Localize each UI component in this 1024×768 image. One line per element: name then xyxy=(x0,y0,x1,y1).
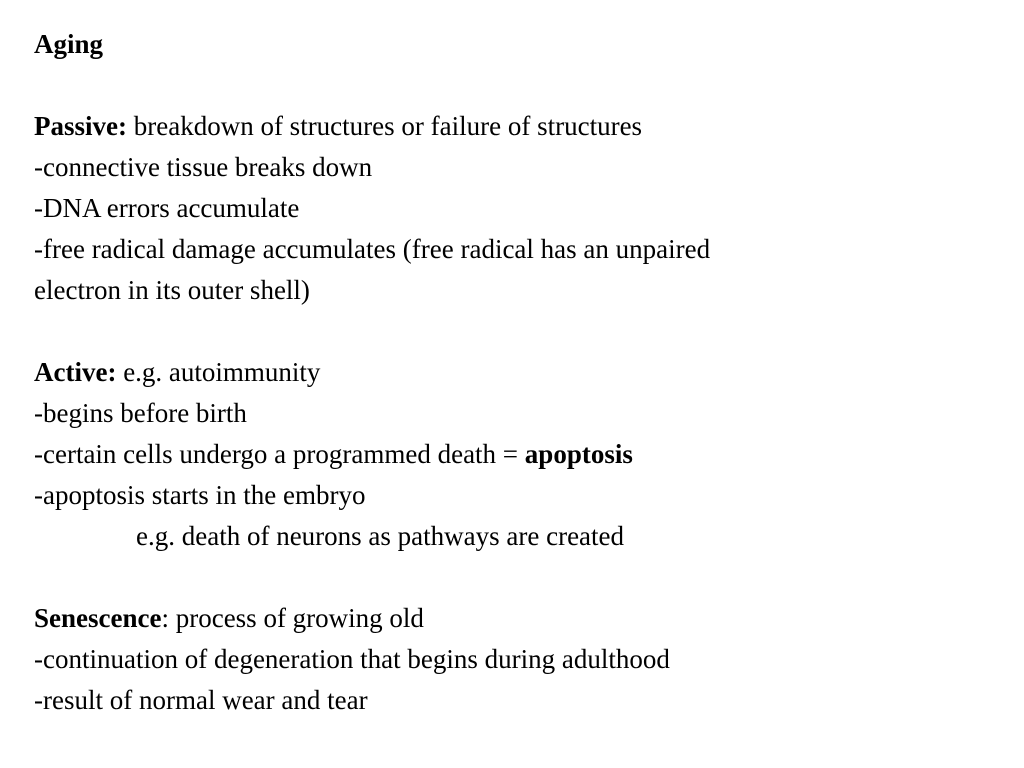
active-example: e.g. death of neurons as pathways are created xyxy=(136,521,625,551)
active-point-1: -begins before birth xyxy=(34,398,247,428)
active-point-2-text: -certain cells undergo a programmed death = xyxy=(34,439,525,469)
senescence-heading: Senescence xyxy=(34,603,162,633)
passive-point-2: -DNA errors accumulate xyxy=(34,193,300,223)
passive-point-3-continued: electron in its outer shell) xyxy=(34,275,310,305)
passive-heading-text: breakdown of structures or failure of structures xyxy=(126,111,643,141)
passive-point-1: -connective tissue breaks down xyxy=(34,152,373,182)
spacer xyxy=(34,65,990,106)
passive-heading-line xyxy=(34,106,990,147)
senescence-heading-line xyxy=(34,598,990,639)
senescence-point-2: -result of normal wear and tear xyxy=(34,685,368,715)
active-point-2 xyxy=(34,434,990,475)
active-point-3: -apoptosis starts in the embryo xyxy=(34,480,366,510)
active-heading-line xyxy=(34,352,990,393)
passive-heading: Passive: xyxy=(34,111,127,141)
active-heading: Active: xyxy=(34,357,117,387)
slide-title: Aging xyxy=(34,29,104,59)
senescence-heading-text: : process of growing old xyxy=(161,603,424,633)
apoptosis-term: apoptosis xyxy=(524,439,633,469)
spacer xyxy=(34,557,990,598)
senescence-point-1: -continuation of degeneration that begins during adulthood xyxy=(34,644,670,674)
spacer xyxy=(34,311,990,352)
passive-point-3: -free radical damage accumulates (free radical has an unpaired xyxy=(34,234,711,264)
active-heading-text: e.g. autoimmunity xyxy=(116,357,321,387)
